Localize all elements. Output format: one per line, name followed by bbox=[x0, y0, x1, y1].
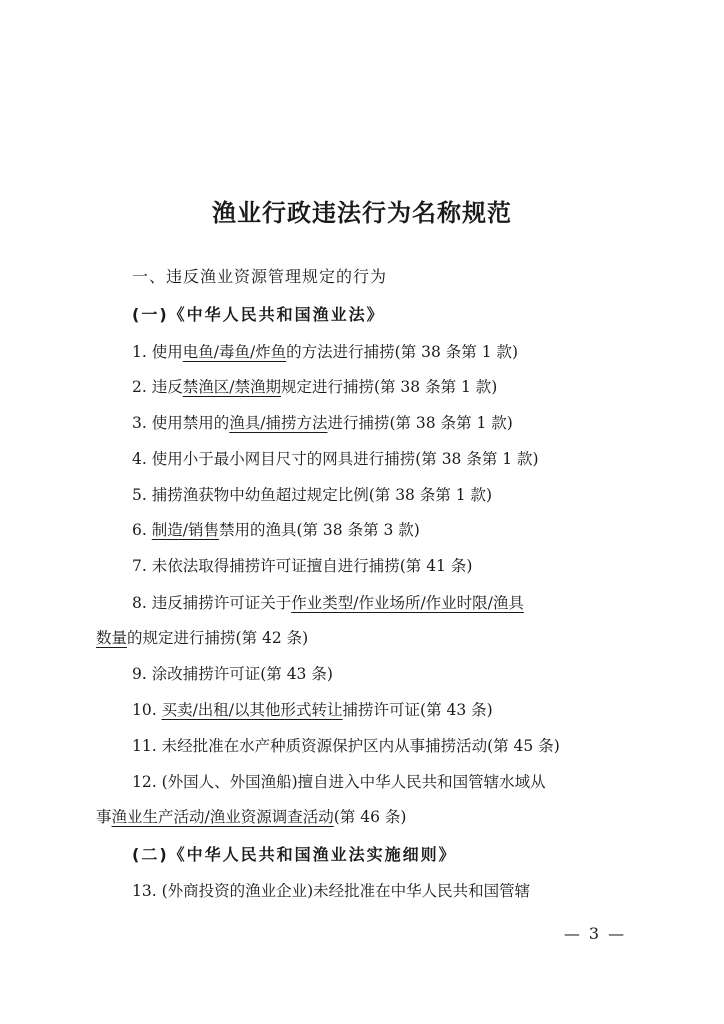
item-underlined-text: 数量 bbox=[96, 629, 128, 647]
item-text: 1. 使用 bbox=[132, 343, 183, 361]
section-heading-1: 一、违反渔业资源管理规定的行为 bbox=[132, 267, 388, 286]
list-item-8-continued bbox=[96, 623, 636, 653]
list-item-7: 7. 未依法取得捕捞许可证擅自进行捕捞(第 41 条) bbox=[132, 557, 473, 575]
item-text: 3. 使用禁用的 bbox=[132, 414, 230, 432]
item-underlined-text: 制造/销售 bbox=[151, 521, 219, 539]
list-item-12: 12. (外国人、外国渔船)擅自进入中华人民共和国管辖水域从 bbox=[132, 773, 546, 791]
list-item-12-continued bbox=[96, 802, 636, 832]
item-underlined-text: 渔业生产活动/渔业资源调查活动 bbox=[111, 808, 334, 826]
document-title: 渔业行政违法行为名称规范 bbox=[212, 198, 512, 227]
list-item-13: 13. (外商投资的渔业企业)未经批准在中华人民共和国管辖 bbox=[132, 882, 531, 900]
item-text: (第 46 条) bbox=[333, 808, 407, 826]
item-text: 2. 违反 bbox=[132, 378, 183, 396]
list-item-3 bbox=[132, 408, 632, 438]
subsection-heading-1: (一)《中华人民共和国渔业法》 bbox=[132, 305, 385, 324]
item-underlined-text: 渔具/捕捞方法 bbox=[229, 414, 328, 432]
item-text: 捕捞许可证(第 43 条) bbox=[342, 701, 493, 719]
item-text: 事 bbox=[96, 808, 112, 826]
item-text: 10. bbox=[132, 701, 162, 719]
list-item-8 bbox=[132, 588, 632, 618]
item-text: 规定进行捕捞(第 38 条第 1 款) bbox=[280, 378, 498, 396]
list-item-10 bbox=[132, 695, 632, 725]
item-underlined-text: 买卖/出租/以其他形式转让 bbox=[161, 701, 343, 719]
subsection-heading-2: (二)《中华人民共和国渔业法实施细则》 bbox=[132, 845, 457, 864]
item-text: 6. bbox=[132, 521, 152, 539]
list-item-5: 5. 捕捞渔获物中幼鱼超过规定比例(第 38 条第 1 款) bbox=[132, 486, 493, 504]
item-underlined-text: 作业类型/作业场所/作业时限/渔具 bbox=[291, 594, 524, 612]
item-text: 进行捕捞(第 38 条第 1 款) bbox=[327, 414, 513, 432]
list-item-1 bbox=[132, 337, 632, 367]
list-item-4: 4. 使用小于最小网目尺寸的网具进行捕捞(第 38 条第 1 款) bbox=[132, 450, 539, 468]
item-underlined-text: 电鱼/毒鱼/炸鱼 bbox=[182, 343, 287, 361]
list-item-11: 11. 未经批准在水产种质资源保护区内从事捕捞活动(第 45 条) bbox=[132, 737, 560, 755]
list-item-9: 9. 涂改捕捞许可证(第 43 条) bbox=[132, 665, 333, 683]
page-number: — 3 — bbox=[563, 924, 627, 943]
item-text: 8. 违反捕捞许可证关于 bbox=[132, 594, 292, 612]
list-item-6 bbox=[132, 515, 632, 545]
item-text: 的方法进行捕捞(第 38 条第 1 款) bbox=[286, 343, 519, 361]
list-item-2 bbox=[132, 372, 632, 402]
item-text: 的规定进行捕捞(第 42 条) bbox=[127, 629, 309, 647]
item-text: 禁用的渔具(第 38 条第 3 款) bbox=[218, 521, 420, 539]
item-underlined-text: 禁渔区/禁渔期 bbox=[182, 378, 281, 396]
